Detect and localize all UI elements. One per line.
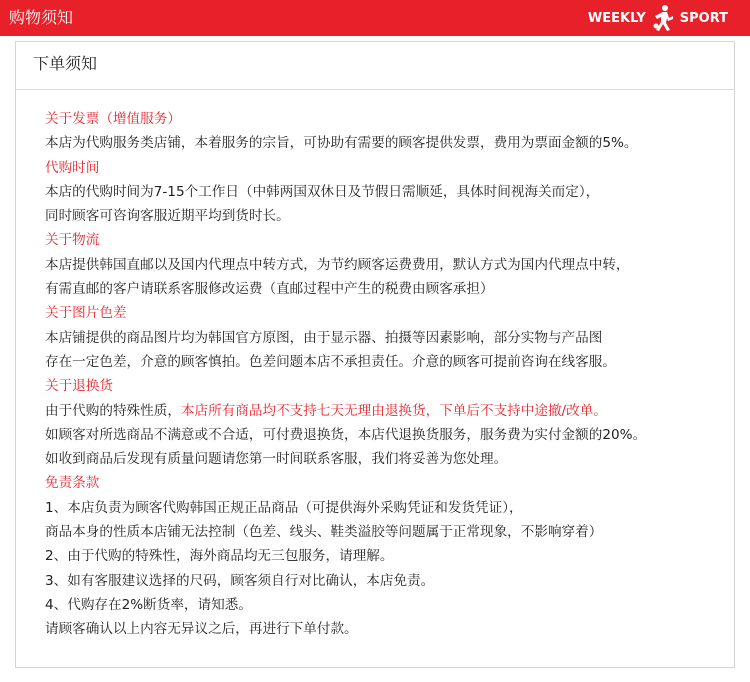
return-line-1-warning: 本店所有商品均不支持七天无理由退换货，下单后不支持中途撤/改单。 <box>180 402 607 419</box>
title-divider <box>16 89 734 90</box>
brand-text-right: SPORT <box>679 10 728 26</box>
color-line-1: 本店铺提供的商品图片均为韩国官方原图，由于显示器、拍摄等因素影响，部分实物与产品图 <box>45 329 603 346</box>
logistics-line-1: 本店提供韩国直邮以及国内代理点中转方式，为节约顾客运费费用，默认方式为国内代理点中转， <box>45 256 630 273</box>
disclaimer-heading: 免责条款 <box>45 475 100 492</box>
time-line-1: 本店的代购时间为7-15个工作日（中韩两国双休日及节假日需顺延，具体时间视海关而定）， <box>45 183 600 200</box>
logistics-heading: 关于物流 <box>45 232 100 249</box>
closing-text: 请顾客确认以上内容无异议之后，再进行下单付款。 <box>45 621 358 638</box>
color-line-2: 存在一定色差，介意的顾客慎拍。色差问题本店不承担责任。介意的顾客可提前咨询在线客服。 <box>45 353 616 370</box>
player-icon <box>652 4 674 32</box>
notice-title: 下单须知 <box>33 54 98 73</box>
disclaimer-2: 2、由于代购的特殊性，海外商品均无三包服务，请理解。 <box>45 548 394 565</box>
notice-content <box>45 107 725 642</box>
return-heading: 关于退换货 <box>45 378 113 395</box>
invoice-heading: 关于发票（增值服务） <box>45 111 181 127</box>
header-title: 购物须知 <box>9 8 74 27</box>
return-line-1 <box>45 399 725 423</box>
time-heading: 代购时间 <box>45 159 100 176</box>
return-line-3: 如收到商品后发现有质量问题请您第一时间联系客服，我们将妥善为您处理。 <box>45 451 508 468</box>
disclaimer-3: 3、如有客服建议选择的尺码，顾客须自行对比确认，本店免责。 <box>45 572 435 589</box>
brand-text-left: WEEKLY <box>587 10 646 26</box>
color-heading: 关于图片色差 <box>45 305 127 322</box>
return-line-2: 如顾客对所选商品不满意或不合适，可付费退换货，本店代退换货服务，服务费为实付金额的20%。 <box>45 426 647 443</box>
logistics-line-2: 有需直邮的客户请联系客服修改运费（直邮过程中产生的税费由顾客承担） <box>45 281 494 298</box>
time-line-2: 同时顾客可咨询客服近期平均到货时长。 <box>45 208 290 225</box>
disclaimer-4: 4、代购存在2%断货率，请知悉。 <box>45 596 252 613</box>
brand-logo <box>588 0 728 36</box>
header-bar <box>0 0 750 36</box>
disclaimer-1: 1、本店负责为顾客代购韩国正规正品商品（可提供海外采购凭证和发货凭证）， <box>45 499 523 516</box>
disclaimer-1b: 商品本身的性质本店铺无法控制（色差、线头、鞋类溢胶等问题属于正常现象，不影响穿着） <box>45 524 603 541</box>
return-line-1-normal: 由于代购的特殊性质， <box>45 402 181 419</box>
invoice-text: 本店为代购服务类店铺，本着服务的宗旨，可协助有需要的顾客提供发票，费用为票面金额的5%。 <box>45 135 638 152</box>
